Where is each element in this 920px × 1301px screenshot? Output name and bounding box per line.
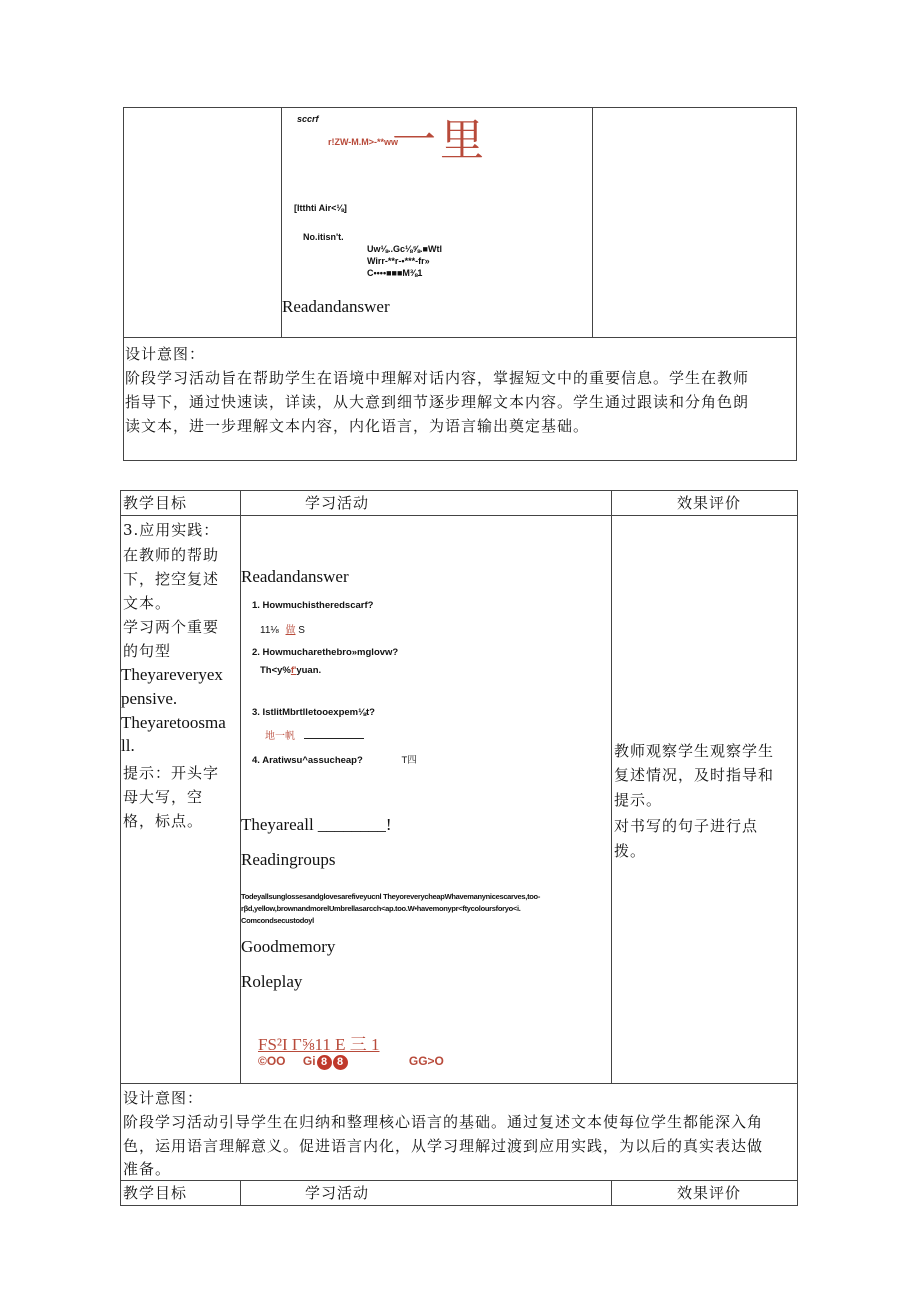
answer-1-text: 11⅛ (260, 625, 279, 636)
goal-line-6: 的句型 (123, 642, 172, 660)
goal-tip-2: 母大写，空 (123, 788, 204, 806)
bottom-mid-symbols: Gi (302, 1054, 316, 1068)
footer-header-learning-activity: 学习活动 (305, 1184, 370, 1202)
question-1: 1. Howmuchistheredscarf? (252, 600, 374, 611)
design-intent-2-line-3: 准备。 (123, 1160, 172, 1178)
circled-number-1: 8 (317, 1055, 332, 1070)
passage (241, 891, 540, 927)
goal-line-2: 在教师的帮助 (123, 546, 220, 564)
passage-line-1: Todeyallsunglossesandglovesarefiveyucnl TheyoreverycheapWhavemanynicescarves,too- (241, 892, 541, 901)
header-learning-activity: 学习活动 (305, 494, 370, 512)
goal-sentence-2a: Theyaretoosma (121, 713, 226, 732)
goal-tip-3: 格，标点。 (123, 812, 204, 830)
eval-line-2: 复述情况，及时指导和 (614, 766, 775, 784)
read-and-answer-heading-2: Readandanswer (241, 567, 349, 586)
design-intent-label-2: 设计意图： (123, 1089, 204, 1107)
design-intent-line-1: 阶段学习活动旨在帮助学生在语境中理解对话内容，掌握短文中的重要信息。学生在教师 (125, 369, 750, 387)
header-teaching-goal: 教学目标 (123, 494, 188, 512)
answer-1-tail: S (298, 625, 305, 636)
answer-2-text: Th<y% (260, 665, 291, 676)
price-tag-red: r!ZW-M.M>-**ww (328, 137, 399, 147)
header-effect-evaluation: 效果评价 (677, 494, 742, 512)
eval-line-4: 对书写的句子进行点 (614, 817, 759, 835)
eval-line-3: 提示。 (614, 791, 663, 809)
answer-4-text: T四 (401, 755, 417, 766)
big-red-chars: 一里 (392, 115, 488, 166)
read-and-answer-heading-1: Readandanswer (282, 297, 390, 316)
goal-line-5: 学习两个重要 (123, 618, 220, 636)
goal-sentence-1a: Theyareveryex (121, 665, 223, 684)
roleplay-heading: Roleplay (241, 972, 303, 991)
bottom-symbol-row (258, 1054, 444, 1070)
footer-header-teaching-goal: 教学目标 (123, 1184, 188, 1202)
question-4 (252, 752, 417, 766)
good-memory-heading: Goodmemory (241, 937, 336, 956)
answer-3 (265, 727, 364, 742)
eval-line-5: 拨。 (614, 842, 647, 860)
reading-groups-heading: Readingroups (241, 850, 336, 869)
question-3: 3. IstlitMbrtlletooexpem⅛t? (252, 707, 375, 718)
passage-line-2: rβd,yellow,brownandmorelUmbrellasarcch<ap.too.W•havemonypr<ftycoloursforyo<i. (241, 904, 521, 913)
fill-sentence: Theyareall ________! (241, 815, 392, 834)
footer-header-effect-evaluation: 效果评价 (677, 1184, 742, 1202)
question-4-text: 4. Aratiwsu^assucheap? (252, 755, 363, 766)
question-2: 2. Howmucharethebro»mglovw? (252, 647, 399, 658)
line-uw: Uw⅛..Gc⅛⅝.■Wtl (367, 244, 442, 254)
circled-number-2: 8 (333, 1055, 348, 1070)
answer-1 (260, 621, 305, 636)
line-no-it-isnt: No.itisn't. (303, 232, 344, 242)
goal-sentence-1b: pensive. (121, 689, 178, 708)
bottom-left-symbols: ©OO (258, 1054, 286, 1068)
design-intent-2-line-1: 阶段学习活动引导学生在归纳和整理核心语言的基础。通过复述文本使每位学生都能深入角 (123, 1113, 764, 1131)
goal-line-3: 下，挖空复述 (123, 570, 220, 588)
line-itthti: [Itthti Air<⅛] (294, 203, 347, 213)
price-tag-line (328, 137, 398, 147)
design-intent-line-3: 读文本，进一步理解文本内容，内化语言，为语言输出奠定基础。 (125, 417, 590, 435)
eval-line-1: 教师观察学生观察学生 (614, 742, 775, 760)
passage-line-3: Comcondsecustodoyl (241, 916, 314, 925)
design-intent-label-1: 设计意图： (125, 345, 206, 363)
line-wirr: Wirr-**r-•***-fr» (367, 256, 430, 266)
answer-2-tail: yuan. (296, 665, 322, 676)
design-intent-line-2: 指导下，通过快速读，详读，从大意到细节逐步理解文本内容。学生通过跟读和分角色朗 (125, 393, 750, 411)
line-c: C••••■■■M⅜1 (367, 268, 423, 278)
answer-3-blank (304, 738, 364, 739)
answer-2-fill: f' (290, 665, 297, 676)
answer-3-fill: 地一帆 (265, 731, 295, 742)
bottom-right-symbols: GG>O (408, 1054, 444, 1068)
goal-tip-1: 提示：开头字 (123, 764, 220, 782)
goal-sentence-2b: ll. (121, 736, 135, 755)
answer-2 (260, 665, 321, 676)
bottom-red-line: FS²I Γ⅝11 E 三 1 (258, 1035, 380, 1054)
scarf-label: sccrf (297, 114, 319, 124)
design-intent-2-line-2: 色，运用语言理解意义。促进语言内化，从学习理解过渡到应用实践，为以后的真实表达做 (123, 1137, 764, 1155)
answer-1-fill: 做 (285, 625, 296, 636)
goal-line-4: 文本。 (123, 594, 172, 612)
goal-line-1: 3.应用实践： (123, 521, 220, 539)
